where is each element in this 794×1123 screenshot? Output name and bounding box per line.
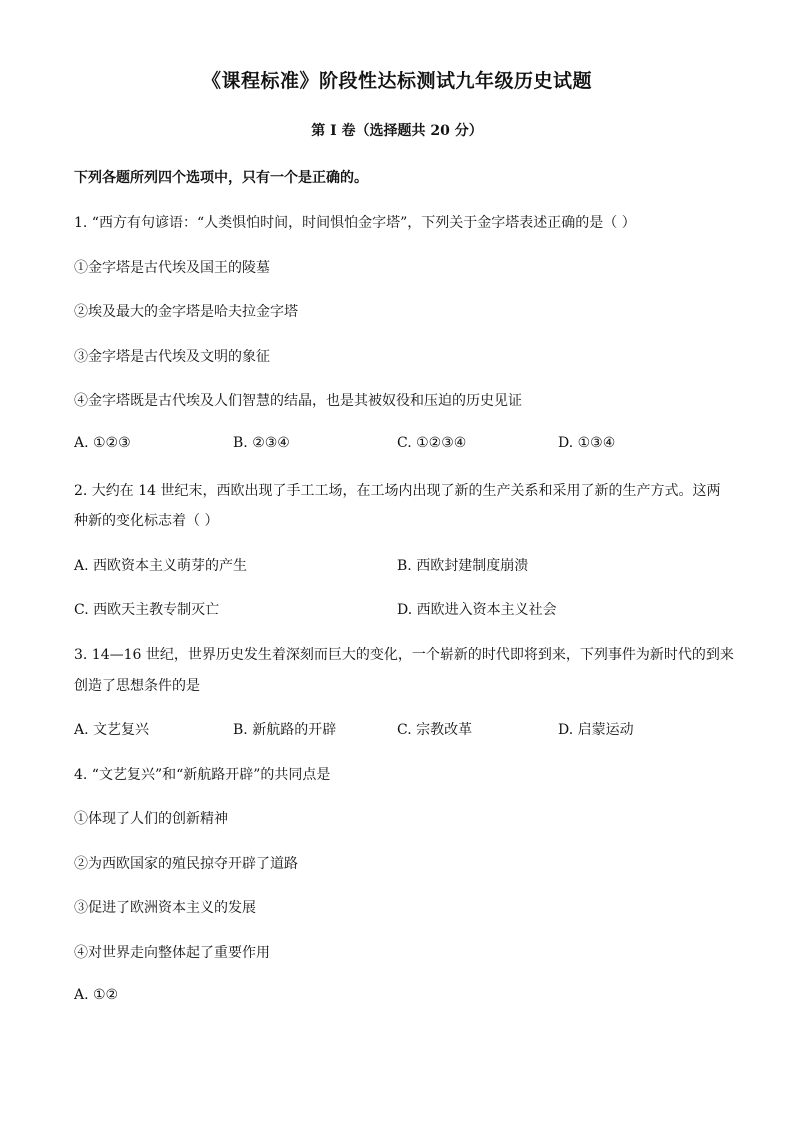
q1-statement-4: ④金字塔既是古代埃及人们智慧的结晶，也是其被奴役和压迫的历史见证 [74,393,522,409]
q2-option-b: B. 西欧封建制度崩溃 [397,558,529,574]
q2-option-c: C. 西欧天主教专制灭亡 [74,602,220,618]
section-subtitle: 第 Ⅰ 卷（选择题共 20 分） [311,123,483,139]
q4-statement-2: ②为西欧国家的殖民掠夺开辟了道路 [74,856,298,872]
q4-statement-3: ③促进了欧洲资本主义的发展 [74,900,256,916]
q1-statement-3: ③金字塔是古代埃及文明的象征 [74,349,270,365]
q3-option-c: C. 宗教改革 [397,722,473,738]
q1-option-d: D. ①③④ [558,435,616,451]
q2-option-a: A. 西欧资本主义萌芽的产生 [74,558,248,574]
q1-option-c: C. ①②③④ [397,435,467,451]
q4-option-a: A. ①② [74,987,119,1003]
q1-option-b: B. ②③④ [233,435,290,451]
q3-option-b: B. 新航路的开辟 [233,722,337,738]
q4-stem: 4. “文艺复兴”和“新航路开辟”的共同点是 [74,767,331,783]
q3-option-a: A. 文艺复兴 [74,722,150,738]
q1-option-a: A. ①②③ [74,435,131,451]
q3-stem-line-2: 创造了思想条件的是 [74,678,200,694]
q4-statement-4: ④对世界走向整体起了重要作用 [74,945,270,961]
q2-stem-line-1: 2. 大约在 14 世纪末，西欧出现了手工工场，在工场内出现了新的生产关系和采用了新的生产方式。这两 [74,483,721,499]
page-title: 《课程标准》阶段性达标测试九年级历史试题 [201,70,592,92]
instruction-text: 下列各题所列四个选项中，只有一个是正确的。 [74,170,368,186]
q4-statement-1: ①体现了人们的创新精神 [74,811,228,827]
q2-stem-line-2: 种新的变化标志着（ ） [74,513,219,529]
q1-statement-2: ②埃及最大的金字塔是哈夫拉金字塔 [74,304,298,320]
q3-stem-line-1: 3. 14—16 世纪，世界历史发生着深刻而巨大的变化，一个崭新的时代即将到来，下列事件为新时代的到来 [74,647,734,663]
q3-option-d: D. 启蒙运动 [558,722,634,738]
q1-stem: 1. “西方有句谚语：“人类惧怕时间，时间惧怕金字塔”，下列关于金字塔表述正确的是（ ） [74,215,636,231]
q1-statement-1: ①金字塔是古代埃及国王的陵墓 [74,260,270,276]
q2-option-d: D. 西欧进入资本主义社会 [397,602,557,618]
